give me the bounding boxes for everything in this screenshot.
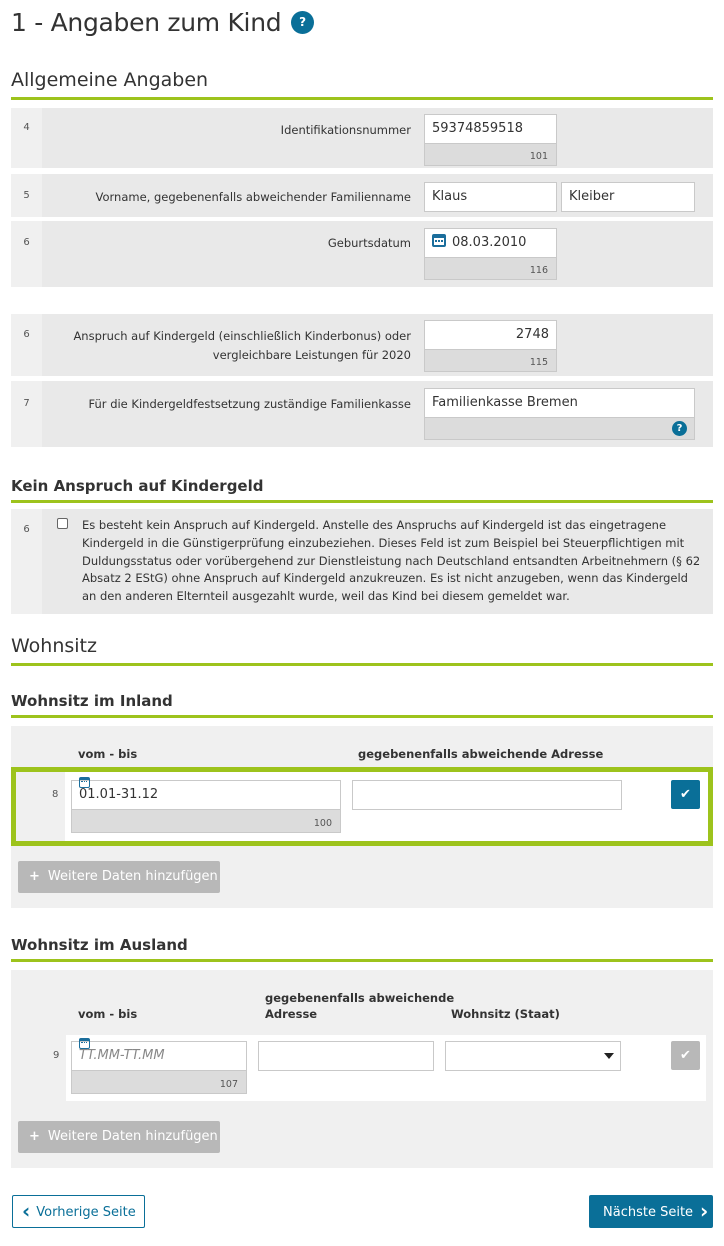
domestic-period-input[interactable]: 01.01-31.12 — [71, 780, 341, 810]
row-number: 6 — [23, 524, 30, 535]
row-body — [42, 221, 713, 287]
column-header-country: Wohnsitz (Staat) — [451, 1007, 560, 1021]
column-header-line: gegebenenfalls abweichende — [265, 991, 455, 1005]
domestic-residence-table — [11, 726, 713, 908]
child-benefit-input[interactable]: 2748 — [424, 320, 557, 350]
birth-date-input[interactable] — [424, 228, 557, 258]
family-name-input[interactable]: Kleiber — [561, 182, 695, 212]
foreign-period-field — [71, 1041, 247, 1094]
row-number-cell — [16, 772, 65, 841]
row-number-cell — [18, 1035, 66, 1101]
section-divider — [11, 715, 713, 718]
section-divider — [11, 959, 713, 962]
add-more-data-button[interactable] — [18, 861, 220, 893]
column-header-address: gegebenenfalls abweichende Adresse — [358, 747, 604, 761]
confirm-button[interactable] — [671, 1041, 700, 1070]
confirm-button[interactable] — [671, 780, 700, 809]
calendar-icon[interactable] — [432, 234, 446, 247]
row-number: 5 — [23, 190, 30, 201]
identification-number-input[interactable]: 59374859518 — [424, 114, 557, 144]
country-select[interactable] — [445, 1041, 621, 1071]
line-code: 100 — [313, 818, 332, 829]
add-more-data-label: Weitere Daten hinzufügen — [47, 1129, 218, 1144]
row-child-benefit-claim — [11, 314, 713, 376]
identification-number-field — [424, 114, 557, 166]
line-code: 115 — [529, 357, 548, 368]
foreign-residence-row — [18, 1035, 706, 1101]
page-title-text: 1 - Angaben zum Kind — [11, 8, 282, 37]
chevron-right-icon: › — [700, 1199, 709, 1223]
row-number: 4 — [23, 122, 30, 133]
column-header-period: vom - bis — [78, 1007, 138, 1021]
family-office-field — [424, 388, 695, 440]
help-icon[interactable]: ? — [672, 421, 687, 436]
section-heading-general: Allgemeine Angaben — [11, 69, 209, 91]
family-office-input[interactable]: Familienkasse Bremen — [424, 388, 695, 418]
row-number: 8 — [52, 789, 59, 800]
row-name — [11, 174, 713, 217]
column-header-address — [265, 990, 454, 1022]
birth-date-value: 08.03.2010 — [452, 235, 527, 250]
section-heading-foreign-residence: Wohnsitz im Ausland — [11, 936, 188, 954]
row-number: 7 — [23, 398, 30, 409]
row-number: 6 — [23, 237, 30, 248]
chevron-left-icon: ‹ — [22, 1199, 31, 1223]
domestic-period-field — [71, 780, 341, 833]
no-claim-description: Es besteht kein Anspruch auf Kindergeld. Anstelle des Anspruchs auf Kindergeld ist das eingetragene Kindergeld in die Günstigerprüfung einzubeziehen. Dieses Feld ist zum Beispiel bei Steuerpflichtigen mit Duldungsstatus oder vorübergehend zur Dienstleistung nach Deutschland entsandten Arbeitnehmern (§ 62 Absatz 2 EStG) ohne Anspruch auf Kindergeld anzukreuzen. Es ist nicht anzugeben, wenn das Kindergeld an den anderen Elternteil ausgezahlt wurde, weil das Kind bei diesem gemeldet war. — [82, 518, 701, 604]
check-icon: ✔ — [680, 1048, 691, 1063]
row-birth-date — [11, 221, 713, 287]
line-code: 101 — [529, 151, 548, 162]
foreign-residence-table — [11, 970, 713, 1168]
previous-page-button[interactable] — [12, 1195, 145, 1228]
row-family-office — [11, 381, 713, 447]
field-label: Identifikationsnummer — [280, 123, 411, 137]
section-heading-domestic-residence: Wohnsitz im Inland — [11, 692, 173, 710]
domestic-residence-row — [11, 767, 713, 846]
check-icon: ✔ — [680, 787, 691, 802]
column-header-line: Adresse — [265, 1007, 318, 1021]
foreign-address-input[interactable] — [258, 1041, 434, 1071]
row-no-claim — [11, 509, 713, 614]
section-heading-no-claim: Kein Anspruch auf Kindergeld — [11, 477, 264, 495]
plus-icon: + — [29, 869, 40, 884]
child-benefit-field — [424, 320, 557, 372]
section-divider — [11, 663, 713, 666]
field-label: Für die Kindergeldfestsetzung zuständige Familienkasse — [88, 397, 411, 411]
row-number: 9 — [53, 1050, 60, 1061]
field-label — [73, 327, 411, 365]
domestic-address-input[interactable] — [352, 780, 622, 810]
column-header-period: vom - bis — [78, 747, 138, 761]
first-name-input[interactable]: Klaus — [424, 182, 557, 212]
previous-page-label: Vorherige Seite — [36, 1205, 136, 1220]
no-claim-checkbox[interactable] — [57, 518, 68, 529]
section-heading-residence: Wohnsitz — [11, 635, 97, 657]
row-number: 6 — [23, 329, 30, 340]
birth-date-field — [424, 228, 557, 280]
page-title — [11, 8, 314, 37]
row-identification-number — [11, 108, 713, 168]
next-page-label: Nächste Seite — [603, 1205, 694, 1220]
plus-icon: + — [29, 1129, 40, 1144]
section-divider — [11, 97, 713, 100]
help-icon[interactable]: ? — [291, 11, 314, 34]
line-code: 107 — [219, 1079, 238, 1090]
next-page-button[interactable] — [589, 1195, 713, 1228]
calendar-icon[interactable] — [79, 1038, 90, 1049]
add-more-data-button[interactable] — [18, 1121, 220, 1153]
chevron-down-icon — [604, 1053, 614, 1059]
field-label-line: vergleichbare Leistungen für 2020 — [212, 348, 411, 362]
foreign-period-input[interactable]: TT.MM-TT.MM — [71, 1041, 247, 1071]
field-label: Vorname, gegebenenfalls abweichender Familienname — [95, 190, 411, 204]
calendar-icon[interactable] — [79, 777, 90, 788]
line-code: 116 — [529, 265, 548, 276]
field-label-line: Anspruch auf Kindergeld (einschließlich Kinderbonus) oder — [73, 329, 411, 343]
add-more-data-label: Weitere Daten hinzufügen — [47, 869, 218, 884]
field-label: Geburtsdatum — [327, 236, 411, 250]
section-divider — [11, 500, 713, 503]
